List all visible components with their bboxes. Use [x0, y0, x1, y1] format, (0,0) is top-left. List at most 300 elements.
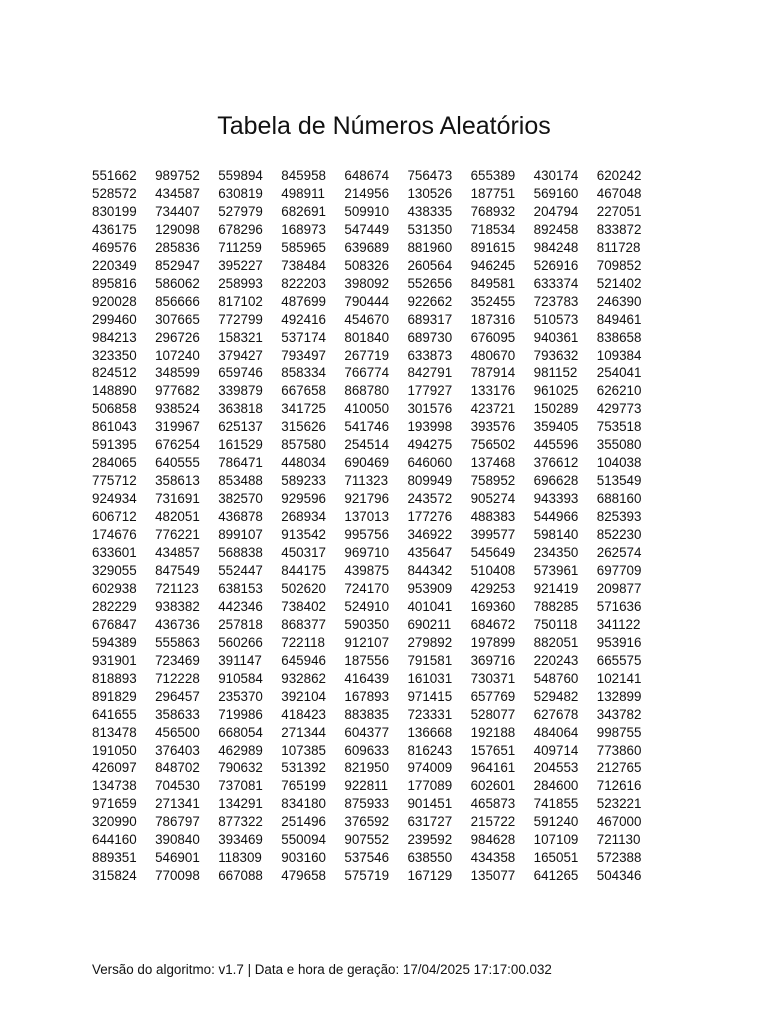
table-cell: 571636	[596, 598, 642, 614]
table-cell: 921796	[344, 491, 390, 507]
table-cell: 157651	[470, 742, 516, 758]
table-cell: 254041	[596, 365, 642, 381]
table-cell: 130526	[407, 185, 453, 201]
table-cell: 630819	[218, 185, 263, 201]
table-cell: 528077	[470, 706, 516, 722]
table-cell: 134291	[218, 796, 263, 812]
table-cell: 775712	[92, 473, 137, 489]
table-cell: 984248	[533, 239, 579, 255]
table-cell: 436878	[218, 509, 263, 525]
table-cell: 243572	[407, 491, 453, 507]
table-cell: 633374	[533, 275, 579, 291]
table-cell: 487699	[281, 293, 326, 309]
table-cell: 442346	[218, 598, 263, 614]
table-cell: 682691	[281, 203, 326, 219]
table-cell: 646060	[407, 455, 453, 471]
table-row	[92, 742, 660, 760]
table-cell: 551662	[92, 168, 137, 183]
table-cell: 977682	[155, 383, 200, 399]
table-cell: 341725	[281, 401, 326, 417]
table-cell: 756502	[470, 437, 516, 453]
table-cell: 953916	[596, 634, 642, 650]
table-cell: 165051	[533, 850, 579, 866]
table-cell: 355080	[596, 437, 642, 453]
table-cell: 531350	[407, 221, 453, 237]
table-cell: 868377	[281, 616, 326, 632]
table-cell: 858334	[281, 365, 326, 381]
table-cell: 118309	[218, 850, 262, 866]
table-cell: 258993	[218, 275, 263, 291]
table-cell: 541746	[344, 419, 390, 435]
table-cell: 590350	[344, 616, 390, 632]
table-cell: 838658	[596, 329, 642, 345]
table-cell: 572388	[596, 850, 642, 866]
table-row	[92, 364, 660, 382]
table-cell: 724170	[344, 580, 390, 596]
table-cell: 137468	[470, 455, 516, 471]
table-cell: 790444	[344, 293, 390, 309]
table-cell: 434358	[470, 850, 516, 866]
table-cell: 504346	[596, 868, 642, 884]
table-row	[92, 203, 660, 221]
table-cell: 187556	[344, 652, 390, 668]
table-cell: 284600	[533, 778, 579, 794]
table-cell: 107109	[533, 832, 579, 848]
table-cell: 989752	[155, 168, 200, 183]
table-cell: 510408	[470, 562, 516, 578]
table-cell: 315824	[92, 868, 137, 884]
table-cell: 626210	[596, 383, 642, 399]
table-cell: 348599	[155, 365, 200, 381]
table-cell: 550094	[281, 832, 326, 848]
table-cell: 830199	[92, 203, 137, 219]
table-cell: 568838	[218, 545, 263, 561]
table-cell: 234350	[533, 545, 579, 561]
table-row	[92, 831, 660, 849]
table-cell: 193998	[407, 419, 453, 435]
table-cell: 788285	[533, 598, 579, 614]
table-cell: 436175	[92, 221, 137, 237]
table-cell: 984628	[470, 832, 516, 848]
table-row	[92, 670, 660, 688]
table-row	[92, 634, 660, 652]
table-cell: 969710	[344, 545, 390, 561]
table-cell: 435647	[407, 545, 453, 561]
table-cell: 204794	[533, 203, 579, 219]
table-cell: 187751	[470, 185, 516, 201]
table-cell: 770098	[155, 868, 200, 884]
table-cell: 307665	[155, 311, 200, 327]
table-cell: 220243	[533, 652, 579, 668]
table-cell: 301576	[407, 401, 453, 417]
table-cell: 856666	[155, 293, 200, 309]
table-cell: 606712	[92, 509, 137, 525]
table-cell: 929596	[281, 491, 326, 507]
table-cell: 498911	[281, 185, 325, 201]
table-cell: 174676	[92, 527, 137, 543]
table-cell: 399577	[470, 527, 516, 543]
table-cell: 889351	[92, 850, 137, 866]
table-cell: 296457	[155, 688, 200, 704]
table-cell: 329055	[92, 562, 137, 578]
table-cell: 741855	[533, 796, 579, 812]
table-cell: 544966	[533, 509, 579, 525]
table-cell: 429773	[596, 401, 642, 417]
table-cell: 940361	[533, 329, 579, 345]
table-cell: 665575	[596, 652, 642, 668]
table-cell: 641265	[533, 868, 579, 884]
table-cell: 376403	[155, 742, 200, 758]
table-cell: 416439	[344, 670, 390, 686]
table-row	[92, 436, 660, 454]
table-row	[92, 418, 660, 436]
table-row	[92, 472, 660, 490]
table-row	[92, 311, 660, 329]
table-cell: 169360	[470, 598, 516, 614]
table-row	[92, 777, 660, 795]
table-cell: 943393	[533, 491, 579, 507]
table-cell: 132899	[596, 688, 642, 704]
table-cell: 791581	[407, 652, 453, 668]
table-cell: 971659	[92, 796, 137, 812]
table-cell: 479658	[281, 868, 326, 884]
table-cell: 953909	[407, 580, 453, 596]
table-cell: 849581	[470, 275, 516, 291]
table-cell: 704530	[155, 778, 200, 794]
table-cell: 758952	[470, 473, 516, 489]
table-cell: 161031	[407, 670, 453, 686]
table-cell: 641655	[92, 706, 137, 722]
table-row	[92, 185, 660, 203]
table-cell: 537174	[281, 329, 326, 345]
table-cell: 376612	[533, 455, 579, 471]
table-cell: 395227	[218, 257, 263, 273]
table-cell: 881960	[407, 239, 453, 255]
table-cell: 723783	[533, 293, 579, 309]
table-cell: 847549	[155, 562, 200, 578]
table-cell: 448034	[281, 455, 326, 471]
table-cell: 438335	[407, 203, 453, 219]
table-cell: 690469	[344, 455, 390, 471]
table-row	[92, 616, 660, 634]
table-cell: 285836	[155, 239, 200, 255]
table-cell: 391147	[218, 652, 262, 668]
table-cell: 676847	[92, 616, 137, 632]
table-cell: 644160	[92, 832, 137, 848]
table-cell: 922662	[407, 293, 453, 309]
table-cell: 718534	[470, 221, 516, 237]
table-cell: 984213	[92, 329, 137, 345]
table-cell: 821950	[344, 760, 390, 776]
table-cell: 282229	[92, 598, 137, 614]
table-cell: 575719	[344, 868, 390, 884]
table-cell: 167129	[407, 868, 453, 884]
table-cell: 598140	[533, 527, 579, 543]
table-cell: 246390	[596, 293, 642, 309]
table-cell: 721123	[155, 580, 199, 596]
table-cell: 852230	[596, 527, 642, 543]
table-cell: 924934	[92, 491, 137, 507]
table-cell: 552447	[218, 562, 263, 578]
table-cell: 772799	[218, 311, 263, 327]
table-row	[92, 867, 660, 885]
table-cell: 678296	[218, 221, 263, 237]
table-cell: 299460	[92, 311, 137, 327]
table-cell: 434587	[155, 185, 200, 201]
table-cell: 790632	[218, 760, 263, 776]
table-cell: 158321	[218, 329, 263, 345]
table-cell: 868780	[344, 383, 390, 399]
table-cell: 109384	[596, 347, 642, 363]
footer-version-info: Versão do algoritmo: v1.7 | Data e hora de geração: 17/04/2025 17:17:00.032	[92, 962, 552, 977]
table-cell: 423721	[470, 401, 516, 417]
table-cell: 648674	[344, 168, 390, 183]
table-cell: 931901	[92, 652, 137, 668]
table-cell: 214956	[344, 185, 390, 201]
table-cell: 358633	[155, 706, 200, 722]
table-cell: 631727	[407, 814, 453, 830]
table-cell: 450317	[281, 545, 326, 561]
table-cell: 177927	[407, 383, 453, 399]
table-cell: 849461	[596, 311, 642, 327]
table-cell: 723331	[407, 706, 453, 722]
table-row	[92, 221, 660, 239]
table-cell: 197899	[470, 634, 516, 650]
table-cell: 750118	[533, 616, 578, 632]
table-cell: 620242	[596, 168, 642, 183]
table-cell: 220349	[92, 257, 137, 273]
table-cell: 922811	[344, 778, 389, 794]
table-cell: 296726	[155, 329, 200, 345]
table-cell: 401041	[407, 598, 453, 614]
table-cell: 589233	[281, 473, 326, 489]
table-cell: 209877	[596, 580, 642, 596]
table-cell: 817102	[218, 293, 263, 309]
table-cell: 809949	[407, 473, 453, 489]
table-cell: 602938	[92, 580, 137, 596]
table-cell: 409714	[533, 742, 579, 758]
table-cell: 737081	[218, 778, 263, 794]
table-cell: 961025	[533, 383, 579, 399]
table-cell: 439875	[344, 562, 390, 578]
table-cell: 793497	[281, 347, 326, 363]
table-cell: 494275	[407, 437, 453, 453]
table-cell: 560266	[218, 634, 263, 650]
table-row	[92, 706, 660, 724]
table-cell: 569160	[533, 185, 579, 201]
table-cell: 267719	[344, 347, 390, 363]
table-cell: 731691	[155, 491, 200, 507]
table-cell: 639689	[344, 239, 390, 255]
table-cell: 445596	[533, 437, 579, 453]
table-row	[92, 652, 660, 670]
table-cell: 527979	[218, 203, 263, 219]
table-cell: 546901	[155, 850, 200, 866]
table-row	[92, 275, 660, 293]
table-cell: 891615	[470, 239, 516, 255]
table-row	[92, 759, 660, 777]
table-cell: 773860	[596, 742, 642, 758]
table-cell: 659746	[218, 365, 263, 381]
table-cell: 822203	[281, 275, 326, 291]
table-cell: 824512	[92, 365, 137, 381]
table-cell: 971415	[407, 688, 453, 704]
table-cell: 513549	[596, 473, 642, 489]
table-cell: 776221	[155, 527, 200, 543]
random-numbers-table	[92, 167, 660, 885]
table-row	[92, 544, 660, 562]
table-cell: 508326	[344, 257, 390, 273]
table-cell: 410050	[344, 401, 390, 417]
table-cell: 430174	[533, 168, 579, 183]
table-cell: 398092	[344, 275, 390, 291]
table-cell: 766774	[344, 365, 390, 381]
table-cell: 712228	[155, 670, 200, 686]
table-cell: 899107	[218, 527, 263, 543]
table-cell: 882051	[533, 634, 579, 650]
table-cell: 341122	[596, 616, 641, 632]
table-cell: 521402	[596, 275, 642, 291]
table-cell: 136668	[407, 724, 453, 740]
table-cell: 834180	[281, 796, 326, 812]
table-row	[92, 293, 660, 311]
table-cell: 102141	[596, 670, 642, 686]
table-cell: 545649	[470, 545, 516, 561]
table-cell: 192188	[470, 724, 516, 740]
table-cell: 811728	[596, 239, 641, 255]
table-cell: 738402	[281, 598, 326, 614]
table-cell: 467000	[596, 814, 642, 830]
table-row	[92, 526, 660, 544]
table-cell: 484064	[533, 724, 579, 740]
table-row	[92, 329, 660, 347]
table-cell: 602601	[470, 778, 516, 794]
table-cell: 768932	[470, 203, 516, 219]
table-row	[92, 508, 660, 526]
table-cell: 586062	[155, 275, 200, 291]
table-cell: 907552	[344, 832, 390, 848]
table-cell: 938382	[155, 598, 200, 614]
table-cell: 655389	[470, 168, 516, 183]
table-cell: 390840	[155, 832, 200, 848]
table-cell: 502620	[281, 580, 326, 596]
table-row	[92, 382, 660, 400]
table-cell: 429253	[470, 580, 516, 596]
table-cell: 133176	[470, 383, 516, 399]
table-cell: 875933	[344, 796, 390, 812]
table-cell: 137013	[344, 509, 390, 525]
table-cell: 946245	[470, 257, 516, 273]
table-cell: 883835	[344, 706, 390, 722]
table-cell: 488383	[470, 509, 516, 525]
table-cell: 861043	[92, 419, 137, 435]
table-cell: 271344	[281, 724, 326, 740]
table-cell: 825393	[596, 509, 642, 525]
table-cell: 734407	[155, 203, 200, 219]
table-cell: 627678	[533, 706, 579, 722]
table-cell: 343782	[596, 706, 642, 722]
table-cell: 523221	[596, 796, 642, 812]
table-cell: 895816	[92, 275, 137, 291]
table-cell: 667088	[218, 868, 263, 884]
table-cell: 346922	[407, 527, 453, 543]
table-cell: 379427	[218, 347, 263, 363]
table-cell: 251496	[281, 814, 326, 830]
table-cell: 462989	[218, 742, 263, 758]
table-cell: 689317	[407, 311, 453, 327]
table-cell: 657769	[470, 688, 516, 704]
table-cell: 456500	[155, 724, 200, 740]
table-cell: 363818	[218, 401, 263, 417]
table-cell: 938524	[155, 401, 200, 417]
table-cell: 262574	[596, 545, 642, 561]
table-cell: 688160	[596, 491, 642, 507]
table-cell: 271341	[155, 796, 200, 812]
table-row	[92, 795, 660, 813]
table-cell: 227051	[596, 203, 642, 219]
table-cell: 167893	[344, 688, 390, 704]
table-cell: 913542	[281, 527, 326, 543]
table-cell: 640555	[155, 455, 200, 471]
table-cell: 376592	[344, 814, 390, 830]
table-cell: 786797	[155, 814, 200, 830]
table-cell: 392104	[281, 688, 326, 704]
table-cell: 482051	[155, 509, 200, 525]
table-cell: 690211	[407, 616, 452, 632]
table-cell: 711323	[344, 473, 389, 489]
table-cell: 591240	[533, 814, 579, 830]
table-cell: 585965	[281, 239, 326, 255]
table-cell: 319967	[155, 419, 200, 435]
table-cell: 177276	[407, 509, 453, 525]
table-cell: 638153	[218, 580, 263, 596]
table-cell: 161529	[218, 437, 263, 453]
table-cell: 756473	[407, 168, 453, 183]
table-cell: 974009	[407, 760, 453, 776]
table-cell: 559894	[218, 168, 263, 183]
table-cell: 552656	[407, 275, 453, 291]
table-cell: 555863	[155, 634, 200, 650]
table-cell: 393576	[470, 419, 516, 435]
table-cell: 177089	[407, 778, 453, 794]
table-cell: 315626	[281, 419, 326, 435]
table-cell: 738484	[281, 257, 326, 273]
table-cell: 469576	[92, 239, 137, 255]
table-cell: 467048	[596, 185, 642, 201]
table-cell: 722118	[281, 634, 325, 650]
table-cell: 845958	[281, 168, 326, 183]
table-row	[92, 454, 660, 472]
table-cell: 548760	[533, 670, 579, 686]
table-cell: 787914	[470, 365, 516, 381]
table-cell: 723469	[155, 652, 200, 668]
table-cell: 813478	[92, 724, 137, 740]
table-body	[92, 167, 660, 885]
table-cell: 537546	[344, 850, 390, 866]
table-cell: 382570	[218, 491, 263, 507]
table-cell: 528572	[92, 185, 137, 201]
table-cell: 921419	[533, 580, 579, 596]
table-cell: 320990	[92, 814, 137, 830]
table-cell: 891829	[92, 688, 137, 704]
table-cell: 712616	[596, 778, 642, 794]
table-cell: 434857	[155, 545, 200, 561]
table-cell: 150289	[533, 401, 579, 417]
table-cell: 358613	[155, 473, 200, 489]
table-cell: 284065	[92, 455, 137, 471]
table-cell: 818893	[92, 670, 137, 686]
table-cell: 279892	[407, 634, 453, 650]
